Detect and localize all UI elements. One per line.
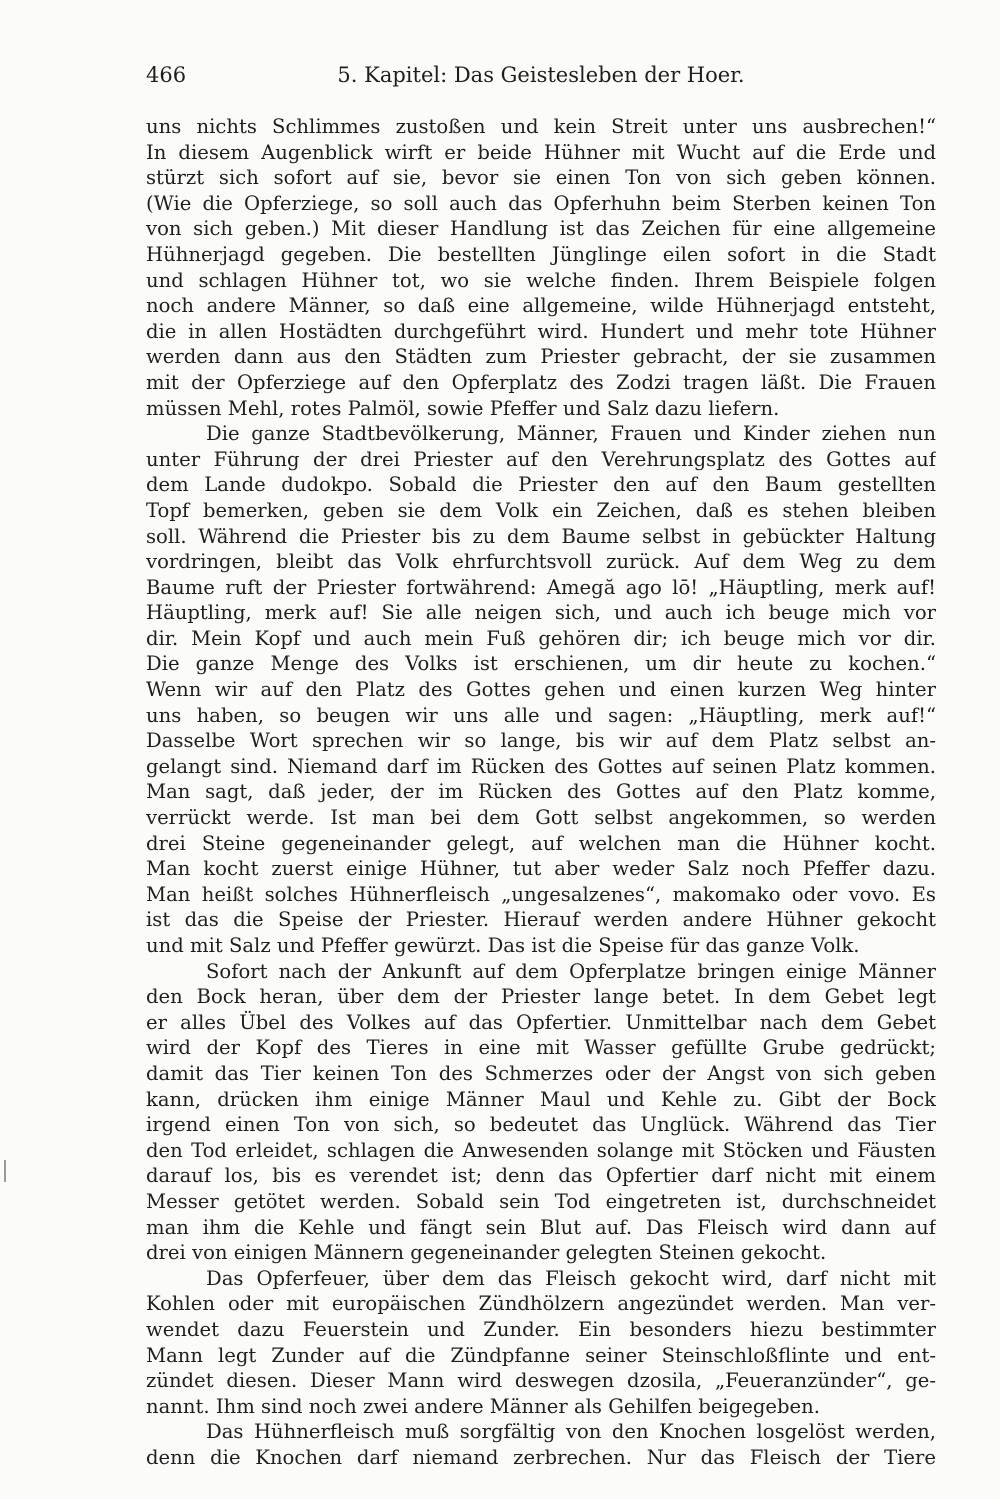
text-line: noch andere Männer, so daß eine allgemeine, wilde Hühnerjagd entsteht, (146, 294, 936, 318)
text-line: stürzt sich sofort auf sie, bevor sie einen Ton von sich geben können. (146, 166, 936, 190)
text-line: mit der Opferziege auf den Opferplatz des Zodzi tragen läßt. Die Frauen (146, 370, 936, 394)
text-line: Häuptling, merk auf! Sie alle neigen sich, und auch ich beuge mich vor (146, 601, 936, 625)
text-line: uns nichts Schlimmes zustoßen und kein Streit unter uns ausbrechen!“ (146, 115, 936, 138)
text-line: wendet dazu Feuerstein und Zunder. Ein besonders hiezu bestimmter (146, 1317, 936, 1341)
text-line: Mann legt Zunder auf die Zündpfanne seiner Steinschloßflinte und ent- (146, 1343, 936, 1367)
text-line: Die ganze Menge des Volks ist erschienen, um dir heute zu kochen.“ (146, 652, 936, 676)
text-line: nannt. Ihm sind noch zwei andere Männer als Gehilfen beigegeben. (146, 1394, 820, 1418)
text-line: und schlagen Hühner tot, wo sie welche finden. Ihrem Beispiele folgen (146, 268, 936, 292)
text-line: wird der Kopf des Tieres in eine mit Wasser gefüllte Grube gedrückt; (146, 1036, 936, 1060)
text-line: Sofort nach der Ankunft auf dem Opferplatze bringen einige Männer (206, 959, 936, 983)
text-line: von sich geben.) Mit dieser Handlung ist das Zeichen für eine allgemeine (146, 217, 936, 241)
text-line: den Tod erleidet, schlagen die Anwesenden solange mit Stöcken und Fäusten (146, 1138, 936, 1162)
text-line: denn die Knochen darf niemand zerbrechen. Nur das Fleisch der Tiere (146, 1445, 936, 1469)
text-line: dem Lande dudokpo. Sobald die Priester den auf den Baum gestellten (146, 473, 936, 497)
text-line: irgend einen Ton von sich, so bedeutet das Unglück. Während das Tier (146, 1113, 936, 1137)
text-line: drei Steine gegeneinander gelegt, auf welchen man die Hühner kocht. (146, 831, 936, 855)
text-line: und mit Salz und Pfeffer gewürzt. Das ist die Speise für das ganze Volk. (146, 934, 860, 957)
text-line: Kohlen oder mit europäischen Zündhölzern angezündet werden. Man ver- (146, 1292, 936, 1316)
text-line: Das Hühnerfleisch muß sorgfältig von den Knochen losgelöst werden, (206, 1420, 936, 1444)
text-line: (Wie die Opferziege, so soll auch das Opferhuhn beim Sterben keinen Ton (146, 191, 936, 215)
text-line: Baume ruft der Priester fortwährend: Amegă ago lō! „Häuptling, merk auf! (146, 575, 936, 599)
body-text (146, 114, 936, 1470)
running-head (146, 62, 936, 88)
text-line: Hühnerjagd gegeben. Die bestellten Jünglinge eilen sofort in die Stadt (146, 242, 936, 266)
page-number: 466 (146, 63, 187, 87)
text-line: Das Opferfeuer, über dem das Fleisch gekocht wird, darf nicht mit (206, 1266, 936, 1290)
text-line: Man kocht zuerst einige Hühner, tut aber weder Salz noch Pfeffer dazu. (146, 857, 936, 881)
text-line: soll. Während die Priester bis zu dem Baume selbst in gebückter Haltung (146, 524, 936, 548)
text-line: müssen Mehl, rotes Palmöl, sowie Pfeffer und Salz dazu liefern. (146, 396, 780, 420)
text-line: Dasselbe Wort sprechen wir so lange, bis wir auf dem Platz selbst an- (146, 729, 936, 753)
text-line: gelangt sind. Niemand darf im Rücken des Gottes auf seinen Platz kommen. (146, 754, 936, 778)
text-line: man ihm die Kehle und fängt sein Blut auf. Das Fleisch wird dann auf (146, 1215, 936, 1239)
text-line: er alles Übel des Volkes auf das Opfertier. Unmittelbar nach dem Gebet (146, 1010, 936, 1034)
text-line: vordringen, bleibt das Volk ehrfurchtsvoll zurück. Auf dem Weg zu dem (146, 550, 936, 574)
text-line: kann, drücken ihm einige Männer Maul und Kehle zu. Gibt der Bock (146, 1087, 936, 1111)
text-line: uns haben, so beugen wir uns alle und sagen: „Häuptling, merk auf!“ (146, 703, 936, 727)
text-line: drei von einigen Männern gegeneinander gelegten Steinen gekocht. (146, 1241, 827, 1265)
text-line: Topf bemerken, geben sie dem Volk ein Zeichen, daß es stehen bleiben (146, 498, 936, 522)
text-line: dir. Mein Kopf und auch mein Fuß gehören dir; ich beuge mich vor dir. (146, 626, 936, 650)
text-line: In diesem Augenblick wirft er beide Hühner mit Wucht auf die Erde und (146, 140, 936, 164)
text-line: die in allen Hostädten durchgeführt wird. Hundert und mehr tote Hühner (146, 319, 936, 343)
text-line: ist das die Speise der Priester. Hierauf werden andere Hühner gekocht (146, 908, 936, 932)
text-line: verrückt werde. Ist man bei dem Gott selbst angekommen, so werden (146, 806, 936, 830)
text-line: unter Führung der drei Priester auf den Verehrungsplatz des Gottes auf (146, 447, 936, 471)
text-line: zündet diesen. Dieser Mann wird deswegen dzosila, „Feueranzünder“, ge- (146, 1369, 936, 1393)
chapter-title: 5. Kapitel: Das Geistesleben der Hoer. (337, 63, 745, 87)
text-line: werden dann aus den Städten zum Priester gebracht, der sie zusammen (146, 345, 936, 369)
text-line: damit das Tier keinen Ton des Schmerzes oder der Angst von sich geben (146, 1061, 936, 1085)
text-line: Messer getötet werden. Sobald sein Tod eingetreten ist, durchschneidet (146, 1189, 936, 1213)
text-line: Die ganze Stadtbevölkerung, Männer, Frauen und Kinder ziehen nun (206, 422, 936, 446)
margin-mark (4, 1160, 6, 1182)
text-line: darauf los, bis es verendet ist; denn das Opfertier darf nicht mit einem (146, 1164, 936, 1188)
text-line: Wenn wir auf den Platz des Gottes gehen und einen kurzen Weg hinter (146, 678, 936, 702)
text-line: Man heißt solches Hühnerfleisch „ungesalzenes“, makomako oder vovo. Es (146, 882, 936, 906)
text-line: den Bock heran, über dem der Priester lange betet. In dem Gebet legt (146, 985, 936, 1009)
text-line: Man sagt, daß jeder, der im Rücken des Gottes auf den Platz komme, (146, 780, 936, 804)
